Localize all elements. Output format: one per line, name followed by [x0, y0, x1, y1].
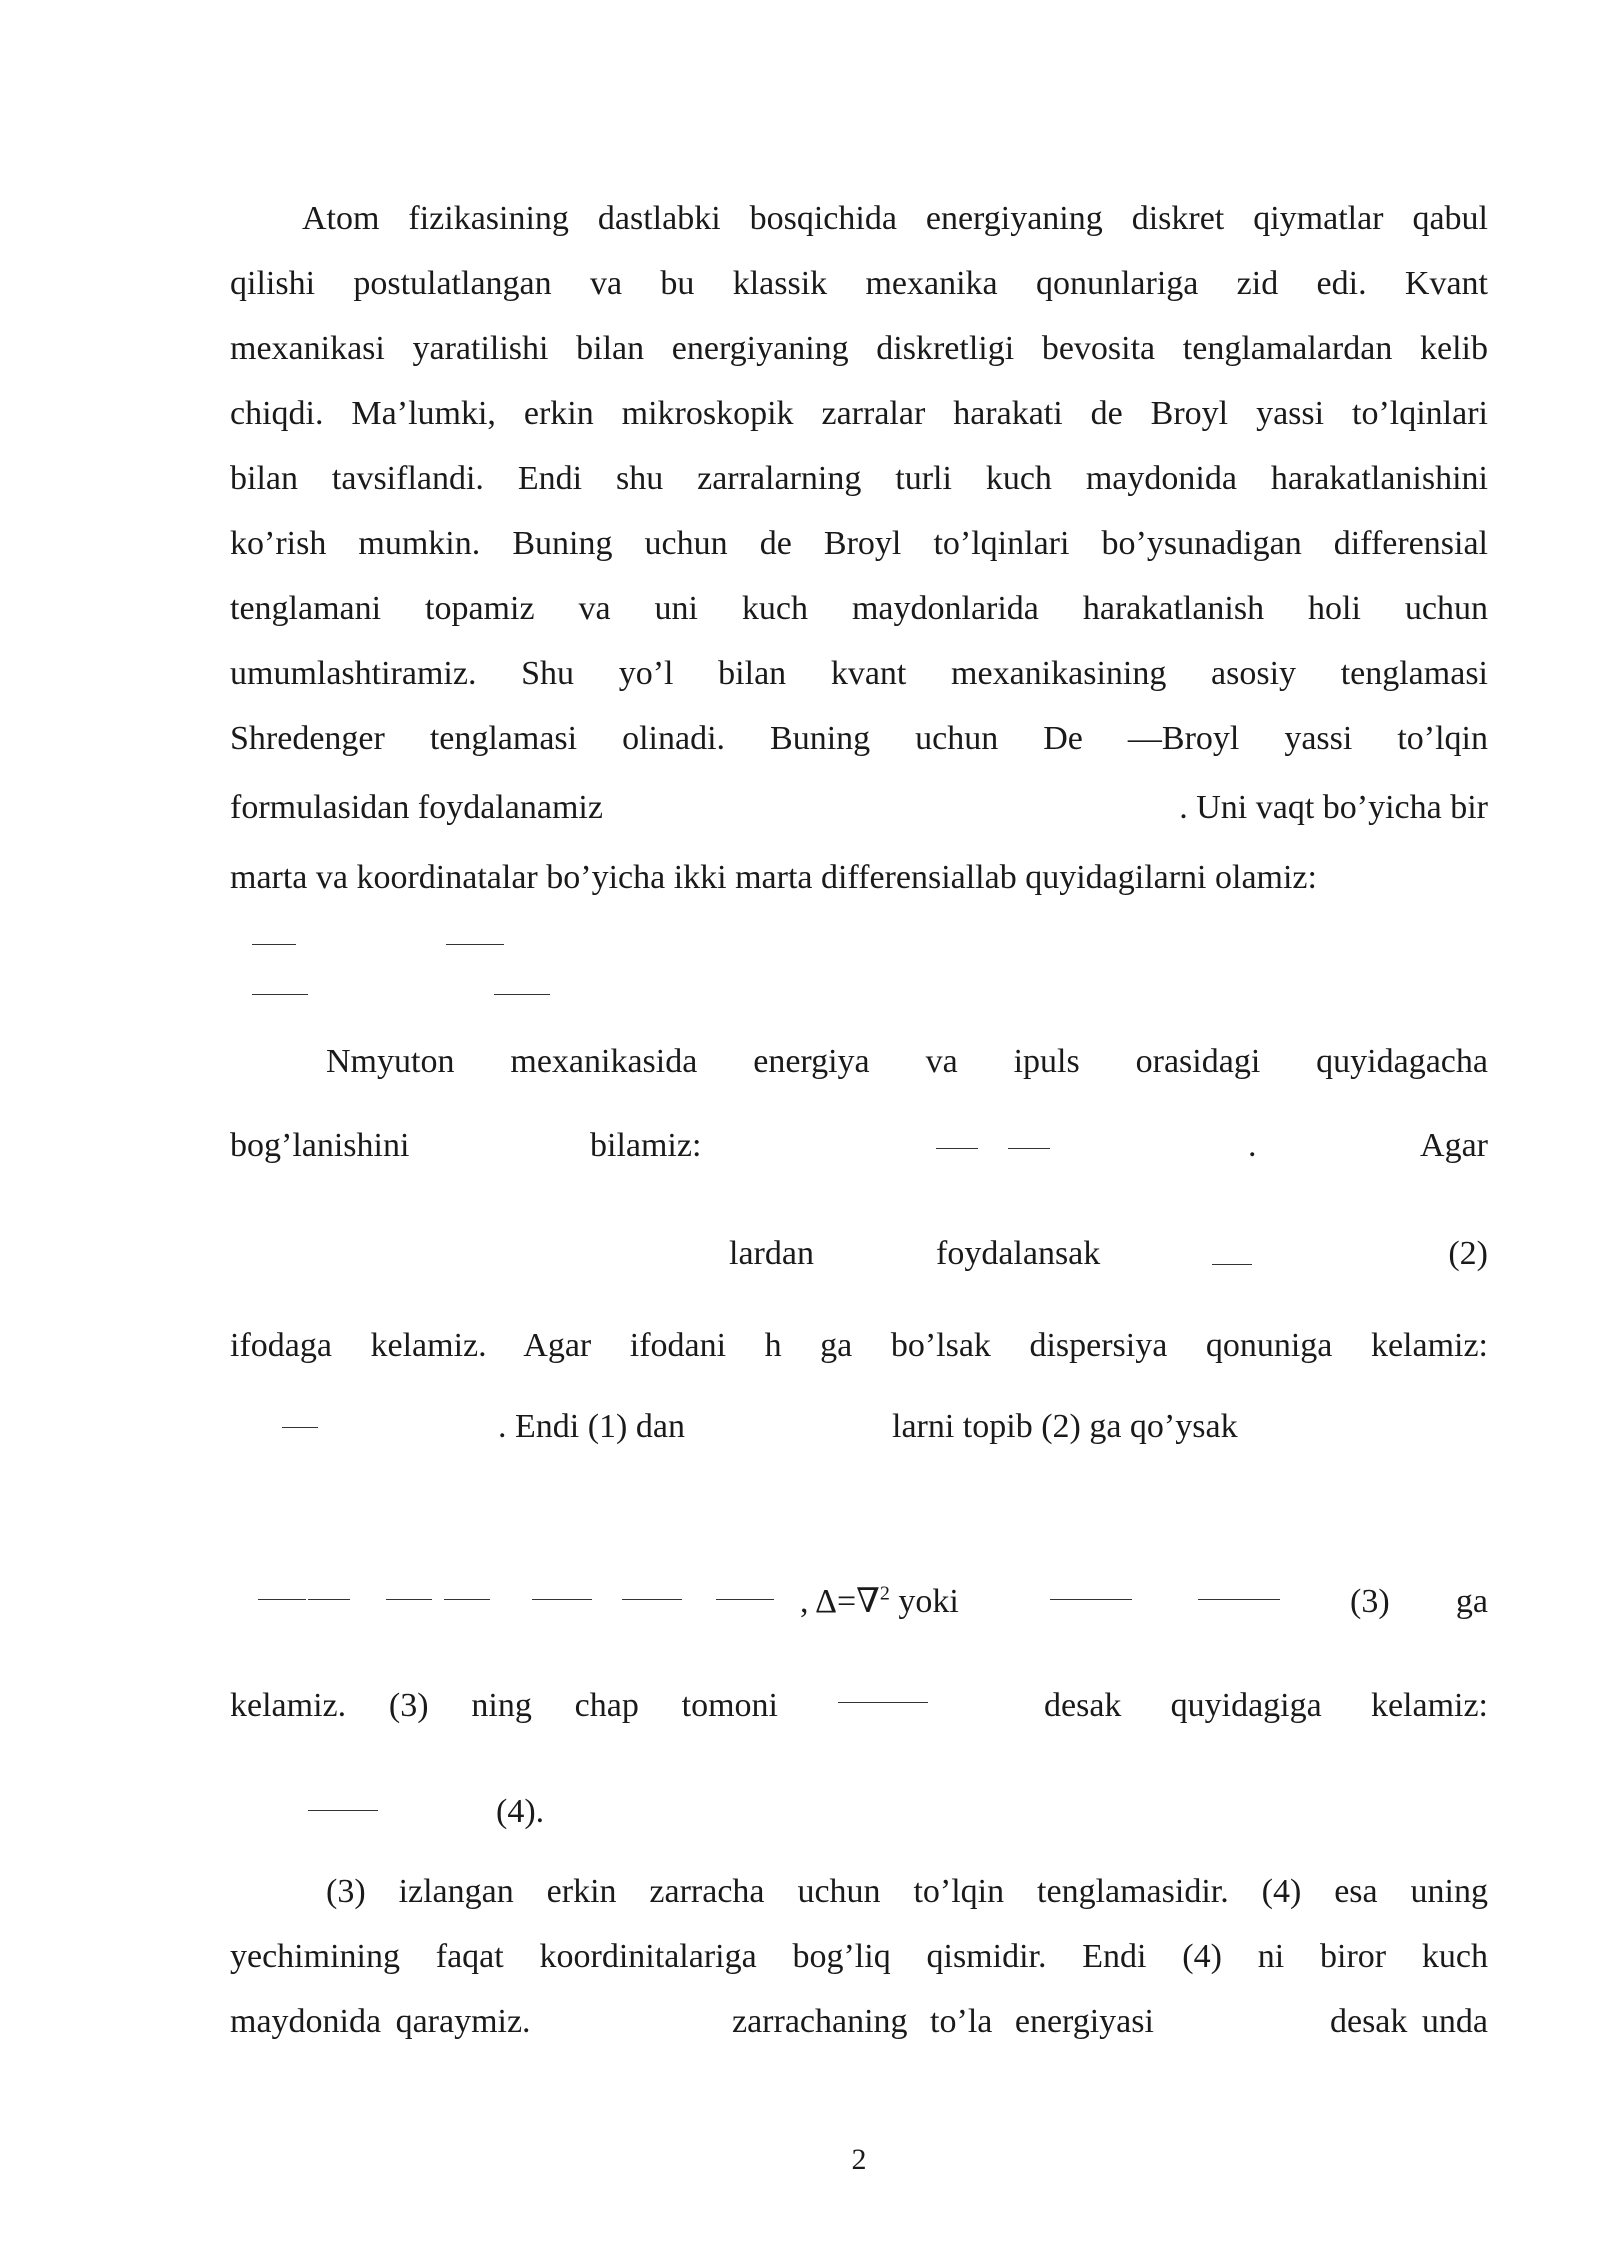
fraction-bar [386, 1599, 432, 1600]
laplace-operator: , Δ=∇$^2$ yoki [800, 1582, 959, 1620]
text-line: maydonida qaraymiz. [230, 2003, 531, 2040]
fraction-bar [282, 1427, 318, 1428]
text-line: kelamiz. (3) ning chap tomoni [230, 1687, 778, 1724]
fraction-bar [252, 944, 296, 945]
fraction-bar [936, 1148, 978, 1149]
fraction-bar [258, 1599, 306, 1600]
text-line: . Uni vaqt bo’yicha bir [1179, 789, 1488, 826]
text-line: Shredenger tenglamasi olinadi. Buning uchun De —Broyl yassi to’lqin [230, 720, 1488, 757]
fraction-bar [444, 1599, 490, 1600]
equation-number: (2) [1448, 1235, 1488, 1272]
text-line: desak unda [1329, 2003, 1488, 2040]
text-line: formulasidan foydalanamiz [230, 789, 603, 826]
text-line: ifodaga kelamiz. Agar ifodani h ga bo’lsak dispersiya qonuniga kelamiz: [230, 1327, 1488, 1364]
text-line: Nmyuton mexanikasida energiya va ipuls orasidagi quyidagacha [326, 1043, 1488, 1080]
fraction-bar [1050, 1599, 1132, 1600]
fraction-bar [622, 1599, 682, 1600]
text-line: umumlashtiramiz. Shu yo’l bilan kvant mexanikasining asosiy tenglamasi [230, 655, 1488, 692]
text-line: chiqdi. Ma’lumki, erkin mikroskopik zarralar harakati de Broyl yassi to’lqinlari [230, 395, 1488, 432]
fraction-bar [308, 1599, 350, 1600]
fraction-bar [1198, 1599, 1280, 1600]
fraction-bar [716, 1599, 774, 1600]
fraction-bar [494, 994, 550, 995]
text-line: . [1248, 1127, 1257, 1164]
text-line: bilamiz: [590, 1127, 702, 1164]
page-number: 2 [851, 2143, 867, 2176]
text-line: larni topib (2) ga qo’ysak [892, 1408, 1238, 1445]
text-line: foydalansak [936, 1235, 1101, 1272]
text-line: . Endi (1) dan [498, 1408, 685, 1445]
text-line: zarrachaning to’la energiyasi [732, 2003, 1154, 2040]
equation-number: (3) [1350, 1583, 1390, 1620]
text-line: ko’rish mumkin. Buning uchun de Broyl to’lqinlari bo’ysunadigan differensial [230, 525, 1488, 562]
text-line: (3) izlangan erkin zarracha uchun to’lqin tenglamasidir. (4) esa uning [326, 1873, 1488, 1910]
fraction-bar [252, 994, 308, 995]
fraction-bar [1008, 1148, 1050, 1149]
fraction-bar [1212, 1264, 1252, 1265]
text-line: marta va koordinatalar bo’yicha ikki marta differensiallab quyidagilarni olamiz: [230, 859, 1317, 896]
text-line: bog’lanishini [230, 1127, 410, 1164]
text-line: Atom fizikasining dastlabki bosqichida energiyaning diskret qiymatlar qabul [302, 200, 1488, 237]
fraction-bar [532, 1599, 592, 1600]
equation-number: (4). [496, 1793, 545, 1830]
text-line: Agar [1420, 1127, 1488, 1164]
text-line: yechimining faqat koordinitalariga bog’liq qismidir. Endi (4) ni biror kuch [230, 1938, 1488, 1975]
fraction-bar [838, 1702, 928, 1703]
fraction-bar [446, 944, 504, 945]
text-line: bilan tavsiflandi. Endi shu zarralarning turli kuch maydonida harakatlanishini [230, 460, 1488, 497]
text-line: lardan [729, 1235, 814, 1272]
text-line: desak quyidagiga kelamiz: [1044, 1687, 1488, 1724]
fraction-bar [308, 1810, 378, 1811]
text-line: ga [1455, 1583, 1488, 1620]
text-line: tenglamani topamiz va uni kuch maydonlarida harakatlanish holi uchun [230, 590, 1488, 627]
text-line: qilishi postulatlangan va bu klassik mexanika qonunlariga zid edi. Kvant [230, 265, 1488, 302]
text-line: mexanikasi yaratilishi bilan energiyaning diskretligi bevosita tenglamalardan kelib [230, 330, 1488, 367]
